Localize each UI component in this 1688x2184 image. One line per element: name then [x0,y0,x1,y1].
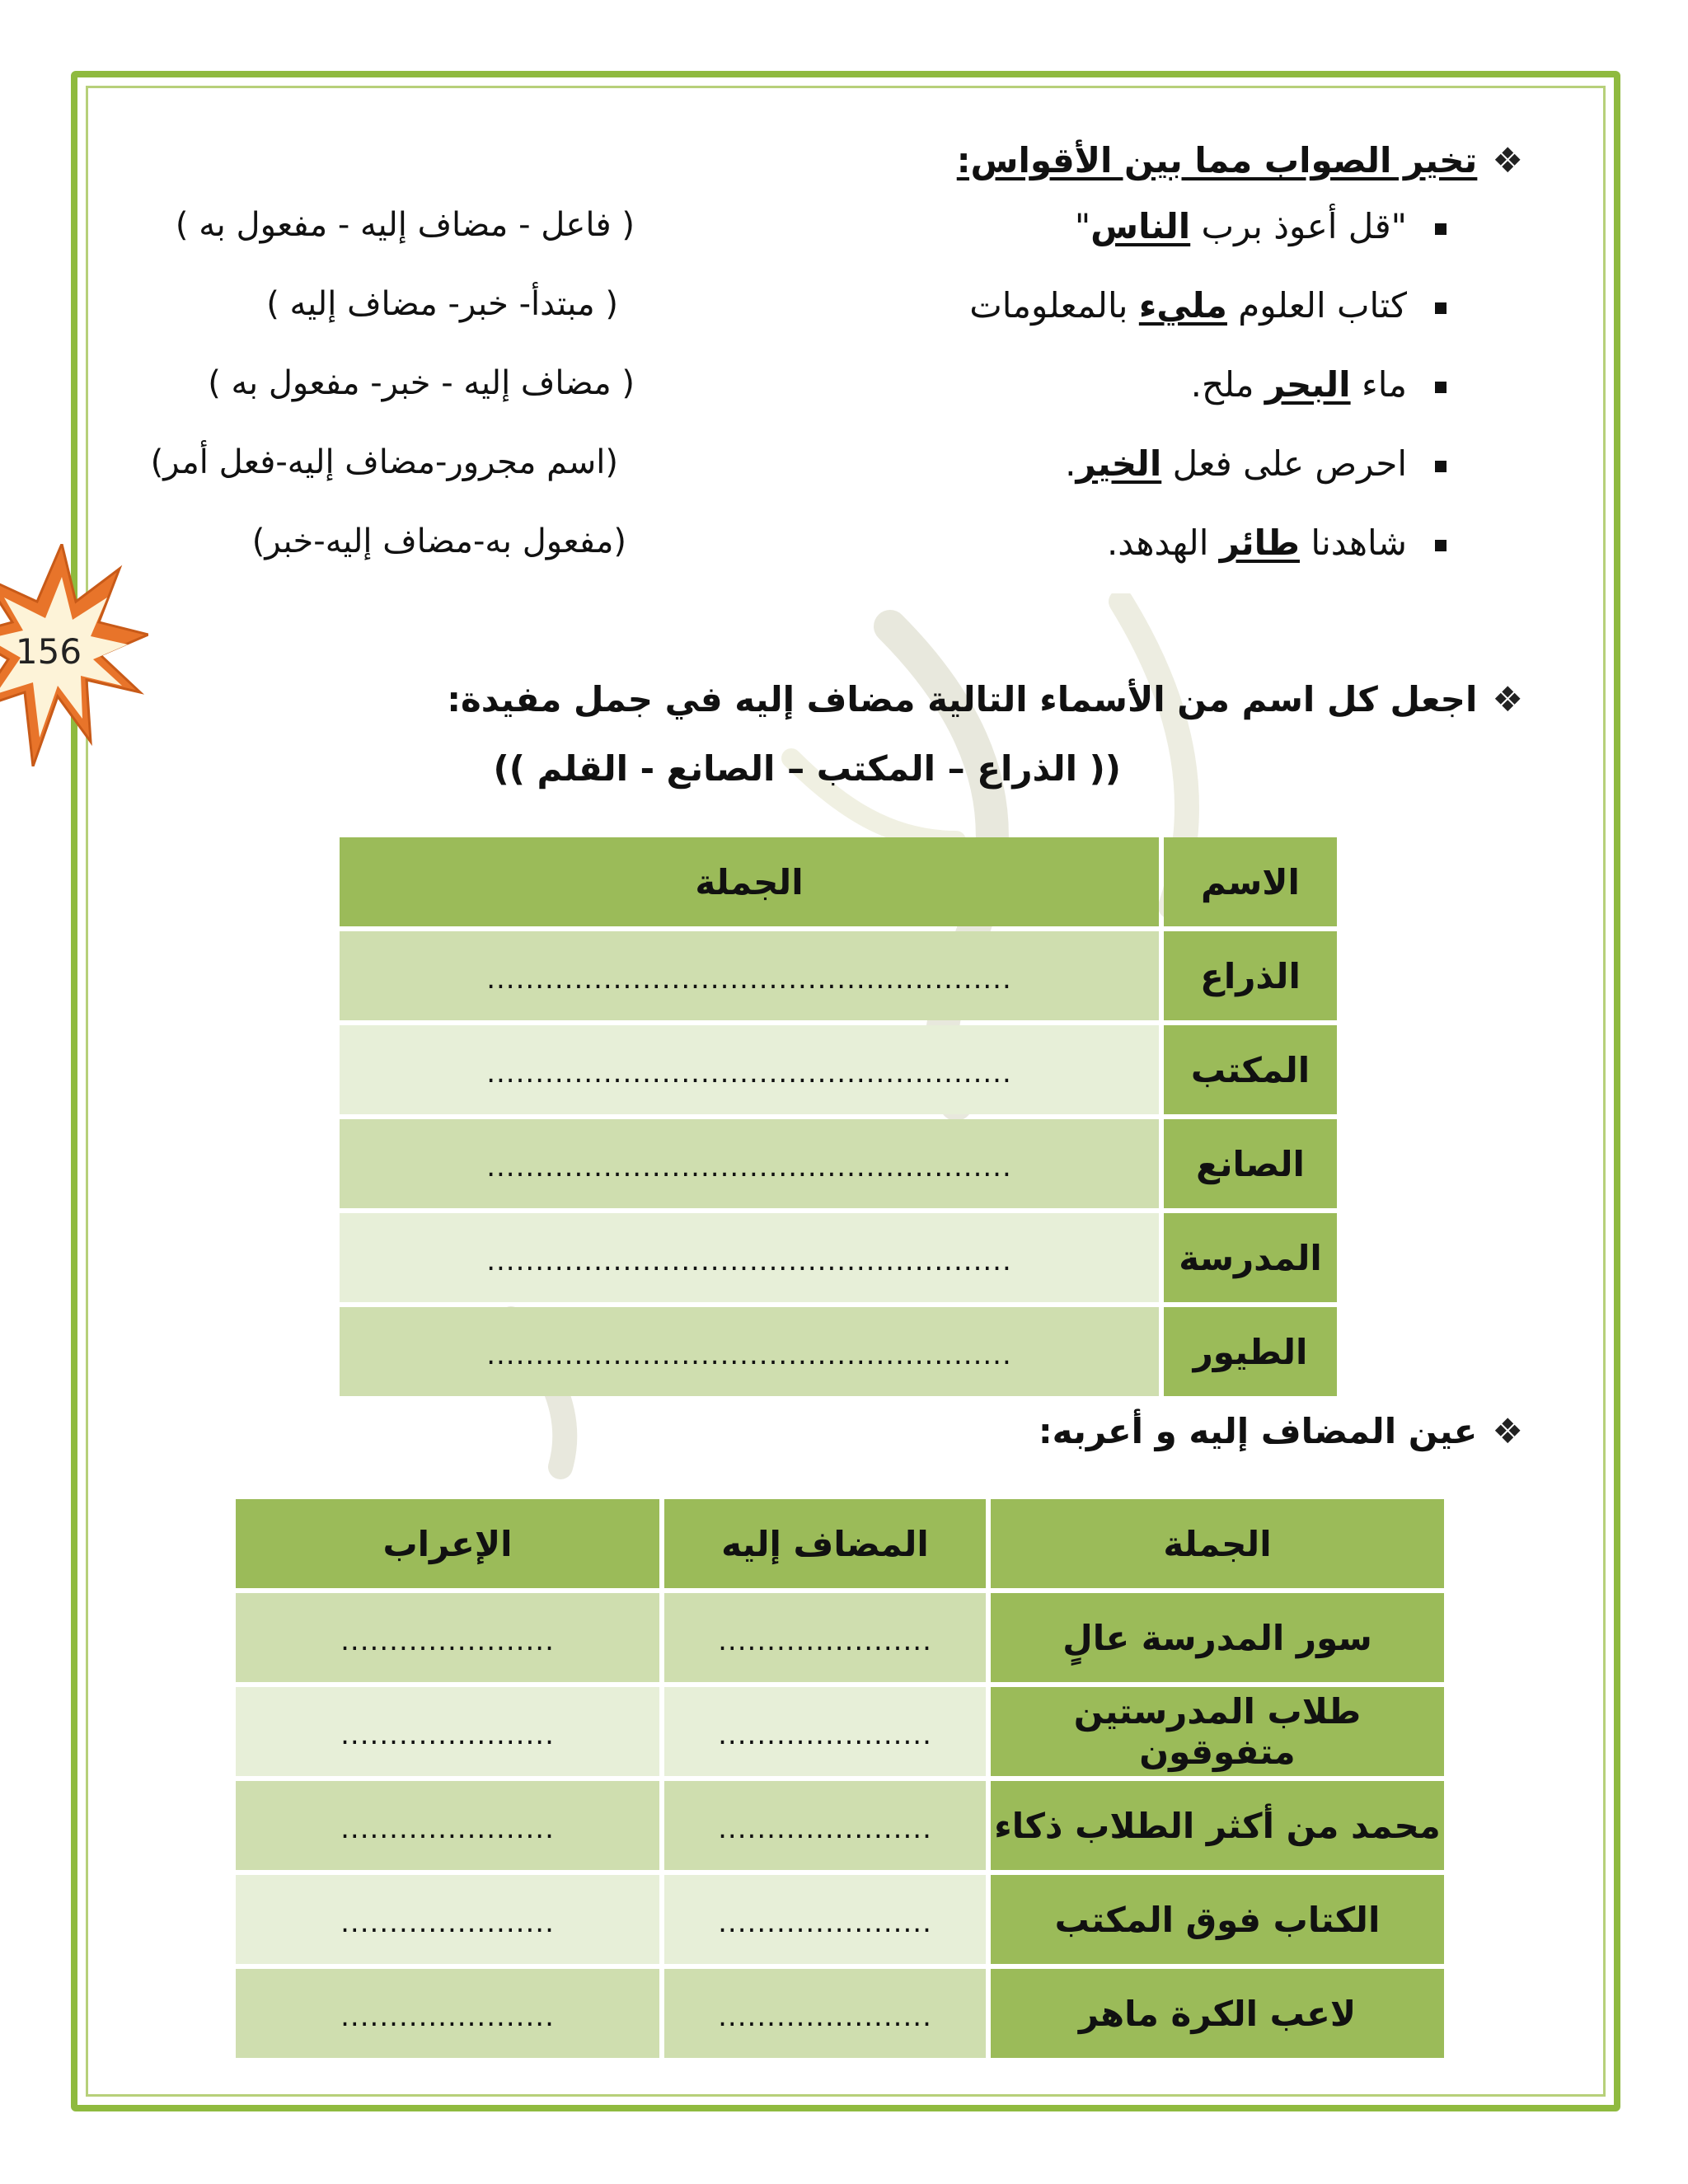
diamond-bullet-icon: ❖ [1492,140,1523,180]
sentence-end: ملح. [1190,364,1265,405]
dotted-line: ...................................................... [486,1244,1012,1277]
question-sentence [1191,364,1447,405]
sentence-start: "قل أعوذ برب [1190,206,1407,246]
table-row [236,1969,1444,2058]
sentence-blank[interactable] [340,931,1159,1020]
sentence-start: ماء [1350,364,1407,405]
table-row [340,1307,1337,1396]
answer-options: (مفعول به-مضاف إليه-خبر) [251,523,626,560]
sentence-blank[interactable] [340,1119,1159,1208]
section3-heading-text: عين المضاف إليه و أعربه: [1038,1411,1478,1451]
dotted-line: ...................... [718,1811,932,1845]
question-row [247,285,1484,335]
names-table [335,832,1342,1401]
column-header-name: الاسم [1164,837,1337,926]
column-header-sentence: الجملة [991,1499,1444,1588]
dotted-line: ...................... [340,1811,555,1845]
dotted-line: ...................................................... [486,1056,1012,1090]
irab-blank[interactable] [236,1969,659,2058]
column-header-sentence: الجملة [340,837,1159,926]
dotted-line: ...................................................... [486,1150,1012,1183]
dotted-line: ...................... [340,1624,555,1657]
question-row [247,523,1484,572]
name-cell: الصانع [1164,1119,1337,1208]
question-sentence [969,285,1447,326]
target-word: الناس [1090,206,1191,246]
mudaf-ilayh-blank[interactable] [664,1969,986,2058]
dotted-line: ...................... [718,1718,932,1751]
answer-options: ( مبتدأ- خبر- مضاف إليه ) [266,285,618,323]
sentence-start: كتاب العلوم [1226,285,1407,326]
column-header-irab: الإعراب [236,1499,659,1588]
sentence-end: بالمعلومات [969,285,1139,326]
name-cell: الطيور [1164,1307,1337,1396]
sentence-end: " [1074,206,1091,246]
page-number: 156 [15,631,82,672]
sentence-blank[interactable] [340,1307,1159,1396]
target-word: مليء [1138,285,1227,326]
question-row [208,364,1484,414]
mudaf-ilayh-blank[interactable] [664,1875,986,1964]
question-row [150,443,1484,493]
dotted-line: ...................... [340,1718,555,1751]
names-list: (( الذراع – المكتب – الصانع - القلم )) [493,748,1121,789]
diamond-bullet-icon: ❖ [1492,1411,1523,1451]
mudaf-ilayh-blank[interactable] [664,1593,986,1682]
sentence-cell: طلاب المدرستين متفوقون [991,1687,1444,1776]
sentence-start: احرص على فعل [1161,443,1407,484]
question-sentence [1107,523,1447,563]
question-sentence [1065,443,1447,484]
square-bullet-icon [1435,461,1447,472]
square-bullet-icon [1435,382,1447,393]
sentence-cell: الكتاب فوق المكتب [991,1875,1444,1964]
question-sentence [1075,206,1447,246]
sentence-blank[interactable] [340,1025,1159,1114]
column-header-mudaf-ilayh: المضاف إليه [664,1499,986,1588]
mudaf-ilayh-blank[interactable] [664,1687,986,1776]
sentence-blank[interactable] [340,1213,1159,1302]
section1-heading [957,140,1523,180]
analysis-table [231,1494,1449,2063]
section2-heading [447,679,1523,719]
answer-options: ( فاعل - مضاف إليه - مفعول به ) [175,206,635,244]
dotted-line: ...................... [718,1624,932,1657]
section1-heading-text: تخير الصواب مما بين الأقواس: [956,140,1478,180]
question-row [175,206,1484,255]
table-row [340,1119,1337,1208]
square-bullet-icon [1435,540,1447,551]
section3-heading [1039,1411,1523,1451]
diamond-bullet-icon: ❖ [1492,679,1523,719]
dotted-line: ...................... [340,1999,555,2033]
irab-blank[interactable] [236,1687,659,1776]
sentence-cell: لاعب الكرة ماهر [991,1969,1444,2058]
name-cell: المدرسة [1164,1213,1337,1302]
sentence-start: شاهدنا [1299,523,1407,563]
name-cell: المكتب [1164,1025,1337,1114]
square-bullet-icon [1435,223,1447,235]
table-row [236,1875,1444,1964]
dotted-line: ...................... [340,1905,555,1939]
dotted-line: ...................................................... [486,1338,1012,1371]
mudaf-ilayh-blank[interactable] [664,1781,986,1870]
answer-options: (اسم مجرور-مضاف إليه-فعل أمر) [150,443,618,481]
sentence-cell: محمد من أكثر الطلاب ذكاء [991,1781,1444,1870]
sentence-end: الهدهد. [1106,523,1220,563]
table-row [236,1781,1444,1870]
irab-blank[interactable] [236,1875,659,1964]
table-row [340,1213,1337,1302]
target-word: البحر [1264,364,1351,405]
dotted-line: ...................... [718,1905,932,1939]
sentence-end: . [1065,443,1076,484]
sentence-cell: سور المدرسة عالٍ [991,1593,1444,1682]
answer-options: ( مضاف إليه - خبر- مفعول به ) [208,364,635,402]
table-row [236,1687,1444,1776]
irab-blank[interactable] [236,1781,659,1870]
square-bullet-icon [1435,302,1447,314]
target-word: طائر [1219,523,1300,563]
section2-heading-text: اجعل كل اسم من الأسماء التالية مضاف إليه في جمل مفيدة: [447,679,1478,719]
target-word: الخير [1076,443,1162,484]
irab-blank[interactable] [236,1593,659,1682]
name-cell: الذراع [1164,931,1337,1020]
table-row [340,931,1337,1020]
dotted-line: ...................................................... [486,962,1012,996]
dotted-line: ...................... [718,1999,932,2033]
table-row [236,1593,1444,1682]
table-row [340,1025,1337,1114]
